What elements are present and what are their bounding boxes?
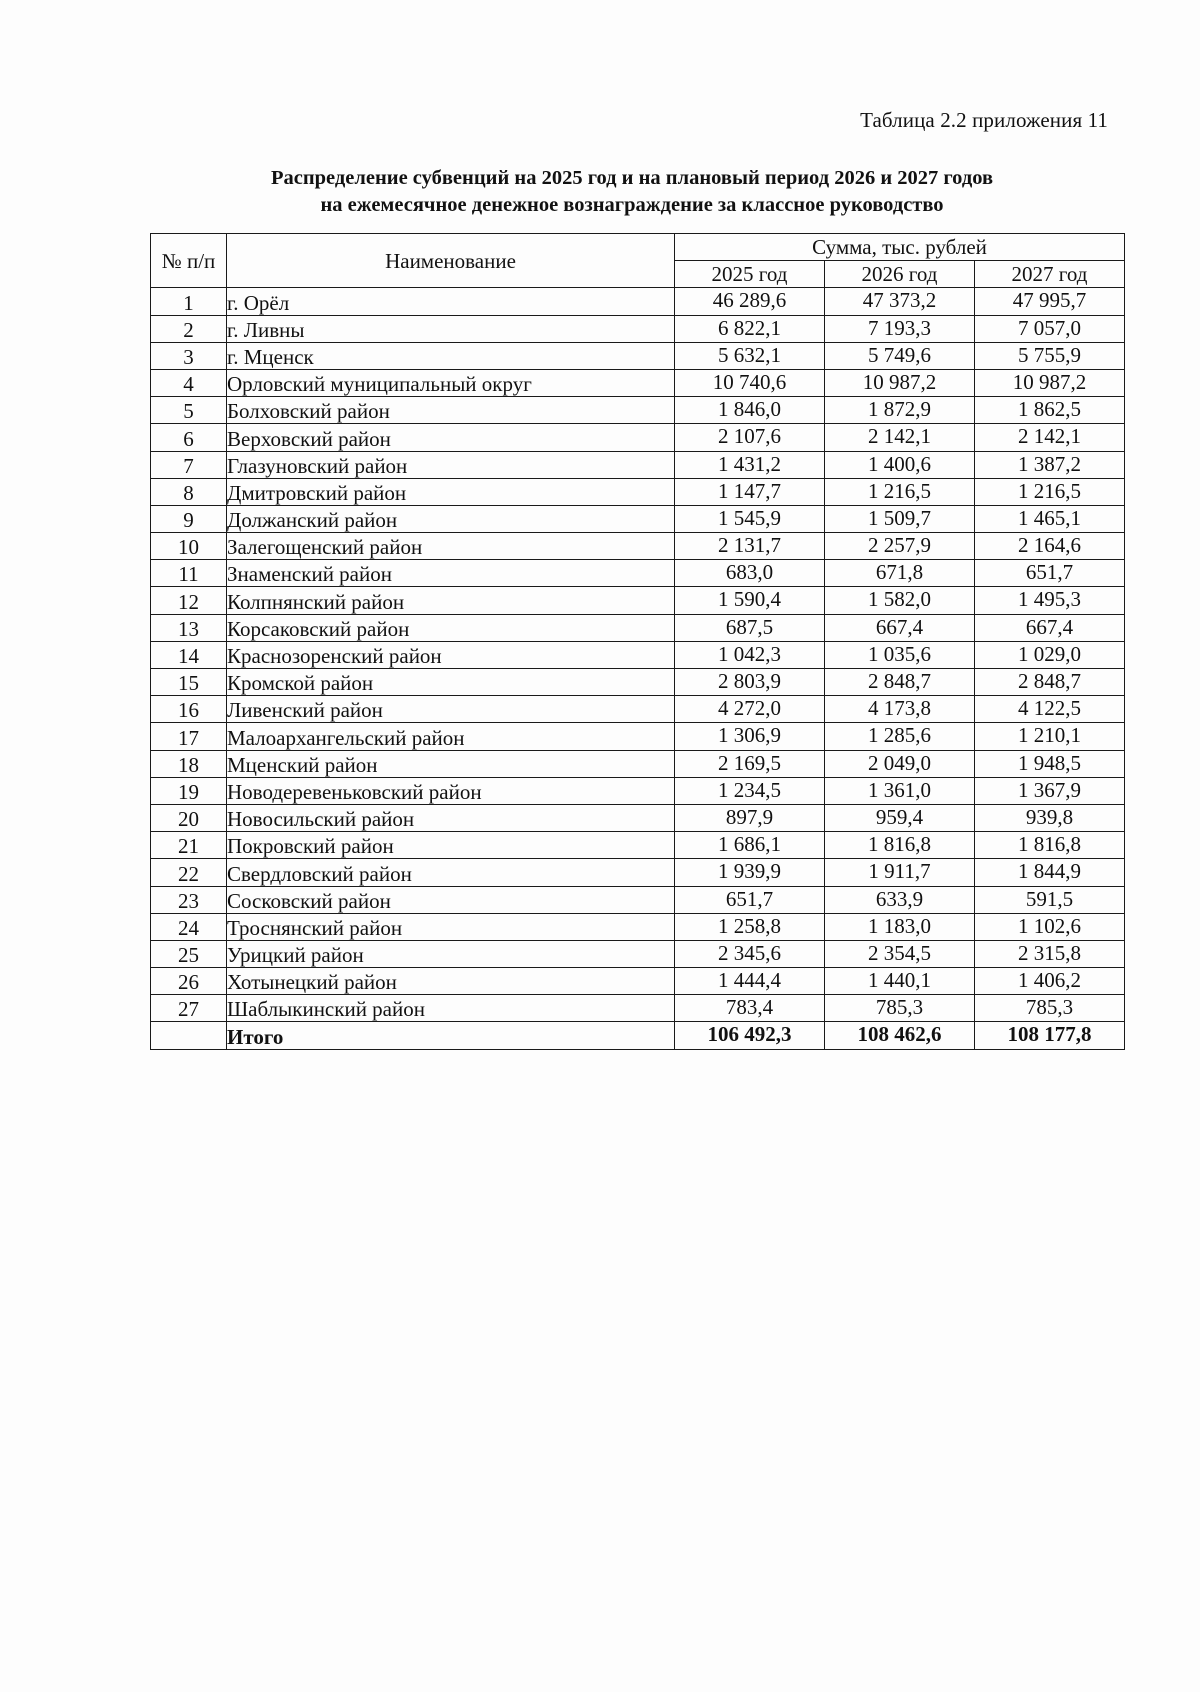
table-row	[151, 886, 1125, 913]
row-value-2027: 1 465,1	[975, 505, 1125, 532]
row-name: Шаблыкинский район	[227, 995, 675, 1022]
table-row	[151, 859, 1125, 886]
row-value-2027: 1 816,8	[975, 832, 1125, 859]
row-value-2025: 1 939,9	[675, 859, 825, 886]
row-value-2025: 683,0	[675, 560, 825, 587]
row-value-2027: 4 122,5	[975, 696, 1125, 723]
row-number: 18	[151, 750, 227, 777]
row-value-2025: 10 740,6	[675, 369, 825, 396]
table-row	[151, 315, 1125, 342]
row-name: Колпнянский район	[227, 587, 675, 614]
row-number: 14	[151, 641, 227, 668]
row-value-2025: 1 686,1	[675, 832, 825, 859]
row-value-2025: 1 258,8	[675, 913, 825, 940]
total-number	[151, 1022, 227, 1049]
row-value-2027: 1 029,0	[975, 641, 1125, 668]
header-year-2027: 2027 год	[975, 261, 1125, 288]
row-number: 13	[151, 614, 227, 641]
row-value-2025: 1 846,0	[675, 397, 825, 424]
row-name: Орловский муниципальный округ	[227, 369, 675, 396]
row-value-2027: 2 848,7	[975, 669, 1125, 696]
row-value-2025: 2 345,6	[675, 940, 825, 967]
row-value-2027: 1 844,9	[975, 859, 1125, 886]
row-value-2027: 1 102,6	[975, 913, 1125, 940]
row-value-2027: 10 987,2	[975, 369, 1125, 396]
row-name: Мценский район	[227, 750, 675, 777]
row-name: Глазуновский район	[227, 451, 675, 478]
row-value-2027: 1 216,5	[975, 478, 1125, 505]
table-row	[151, 451, 1125, 478]
row-name: г. Мценск	[227, 342, 675, 369]
table-reference: Таблица 2.2 приложения 11	[860, 108, 1108, 132]
row-value-2026: 1 361,0	[825, 777, 975, 804]
row-name: Покровский район	[227, 832, 675, 859]
row-number: 7	[151, 451, 227, 478]
table-row	[151, 533, 1125, 560]
row-value-2027: 1 387,2	[975, 451, 1125, 478]
row-value-2025: 2 803,9	[675, 669, 825, 696]
row-value-2027: 1 367,9	[975, 777, 1125, 804]
row-value-2027: 2 142,1	[975, 424, 1125, 451]
row-value-2026: 1 582,0	[825, 587, 975, 614]
row-name: Ливенский район	[227, 696, 675, 723]
table-row	[151, 832, 1125, 859]
row-value-2026: 1 035,6	[825, 641, 975, 668]
table-row	[151, 804, 1125, 831]
row-value-2026: 1 816,8	[825, 832, 975, 859]
row-value-2027: 1 862,5	[975, 397, 1125, 424]
row-number: 16	[151, 696, 227, 723]
table-row	[151, 777, 1125, 804]
row-value-2026: 2 142,1	[825, 424, 975, 451]
row-number: 6	[151, 424, 227, 451]
row-value-2027: 591,5	[975, 886, 1125, 913]
row-value-2025: 2 107,6	[675, 424, 825, 451]
row-value-2025: 2 131,7	[675, 533, 825, 560]
row-value-2025: 4 272,0	[675, 696, 825, 723]
row-number: 15	[151, 669, 227, 696]
row-value-2025: 783,4	[675, 995, 825, 1022]
row-name: Должанский район	[227, 505, 675, 532]
row-value-2026: 2 257,9	[825, 533, 975, 560]
row-value-2025: 2 169,5	[675, 750, 825, 777]
table-body	[151, 288, 1125, 1049]
row-number: 11	[151, 560, 227, 587]
row-value-2026: 1 183,0	[825, 913, 975, 940]
row-value-2026: 1 872,9	[825, 397, 975, 424]
row-value-2025: 687,5	[675, 614, 825, 641]
row-number: 21	[151, 832, 227, 859]
row-name: Кромской район	[227, 669, 675, 696]
total-value-2026: 108 462,6	[825, 1022, 975, 1049]
row-name: Верховский район	[227, 424, 675, 451]
row-value-2027: 5 755,9	[975, 342, 1125, 369]
row-value-2027: 1 406,2	[975, 968, 1125, 995]
row-number: 26	[151, 968, 227, 995]
row-value-2026: 633,9	[825, 886, 975, 913]
row-value-2026: 5 749,6	[825, 342, 975, 369]
table-row	[151, 940, 1125, 967]
row-value-2027: 2 315,8	[975, 940, 1125, 967]
row-value-2025: 1 590,4	[675, 587, 825, 614]
row-name: Новодеревеньковский район	[227, 777, 675, 804]
row-value-2026: 4 173,8	[825, 696, 975, 723]
table-row	[151, 560, 1125, 587]
table-row	[151, 995, 1125, 1022]
row-number: 10	[151, 533, 227, 560]
table-row	[151, 478, 1125, 505]
table-row	[151, 968, 1125, 995]
row-name: Знаменский район	[227, 560, 675, 587]
row-value-2026: 667,4	[825, 614, 975, 641]
row-name: г. Ливны	[227, 315, 675, 342]
row-value-2027: 1 210,1	[975, 723, 1125, 750]
total-value-2027: 108 177,8	[975, 1022, 1125, 1049]
row-name: Сосковский район	[227, 886, 675, 913]
header-year-2026: 2026 год	[825, 261, 975, 288]
row-number: 24	[151, 913, 227, 940]
row-value-2025: 897,9	[675, 804, 825, 831]
row-value-2026: 2 354,5	[825, 940, 975, 967]
row-value-2025: 1 431,2	[675, 451, 825, 478]
row-value-2026: 2 049,0	[825, 750, 975, 777]
row-value-2026: 671,8	[825, 560, 975, 587]
row-value-2025: 1 234,5	[675, 777, 825, 804]
row-name: Краснозоренский район	[227, 641, 675, 668]
table-row	[151, 669, 1125, 696]
row-name: Малоархангельский район	[227, 723, 675, 750]
total-value-2025: 106 492,3	[675, 1022, 825, 1049]
row-name: Троснянский район	[227, 913, 675, 940]
row-value-2026: 10 987,2	[825, 369, 975, 396]
table-row	[151, 913, 1125, 940]
row-value-2027: 2 164,6	[975, 533, 1125, 560]
row-number: 20	[151, 804, 227, 831]
table-row	[151, 342, 1125, 369]
subsidy-table	[150, 233, 1125, 1050]
row-value-2027: 667,4	[975, 614, 1125, 641]
row-value-2025: 1 306,9	[675, 723, 825, 750]
row-number: 12	[151, 587, 227, 614]
row-value-2025: 1 042,3	[675, 641, 825, 668]
row-name: Залегощенский район	[227, 533, 675, 560]
table-row	[151, 587, 1125, 614]
row-name: Болховский район	[227, 397, 675, 424]
row-number: 8	[151, 478, 227, 505]
row-number: 23	[151, 886, 227, 913]
row-value-2025: 1 545,9	[675, 505, 825, 532]
row-value-2027: 1 948,5	[975, 750, 1125, 777]
row-name: г. Орёл	[227, 288, 675, 315]
row-name: Корсаковский район	[227, 614, 675, 641]
row-value-2025: 6 822,1	[675, 315, 825, 342]
row-value-2027: 785,3	[975, 995, 1125, 1022]
table-row	[151, 723, 1125, 750]
row-value-2026: 1 509,7	[825, 505, 975, 532]
row-value-2026: 1 400,6	[825, 451, 975, 478]
row-value-2026: 1 216,5	[825, 478, 975, 505]
row-value-2026: 785,3	[825, 995, 975, 1022]
table-header	[151, 234, 1125, 288]
row-value-2026: 959,4	[825, 804, 975, 831]
header-num: № п/п	[151, 234, 227, 288]
row-value-2026: 47 373,2	[825, 288, 975, 315]
row-name: Новосильский район	[227, 804, 675, 831]
header-name: Наименование	[227, 234, 675, 288]
row-number: 5	[151, 397, 227, 424]
row-value-2027: 651,7	[975, 560, 1125, 587]
row-value-2027: 7 057,0	[975, 315, 1125, 342]
row-number: 17	[151, 723, 227, 750]
row-value-2026: 1 440,1	[825, 968, 975, 995]
table-row	[151, 424, 1125, 451]
table-row	[151, 288, 1125, 315]
row-name: Урицкий район	[227, 940, 675, 967]
row-value-2026: 2 848,7	[825, 669, 975, 696]
row-name: Дмитровский район	[227, 478, 675, 505]
table-row	[151, 696, 1125, 723]
row-value-2025: 651,7	[675, 886, 825, 913]
row-number: 27	[151, 995, 227, 1022]
table-row	[151, 369, 1125, 396]
row-value-2026: 1 911,7	[825, 859, 975, 886]
total-name: Итого	[227, 1022, 675, 1049]
row-value-2026: 1 285,6	[825, 723, 975, 750]
table-row	[151, 397, 1125, 424]
row-number: 22	[151, 859, 227, 886]
document-title-line-1: Распределение субвенций на 2025 год и на плановый период 2026 и 2027 годов	[270, 167, 994, 189]
row-number: 2	[151, 315, 227, 342]
row-number: 3	[151, 342, 227, 369]
table-row	[151, 750, 1125, 777]
row-number: 1	[151, 288, 227, 315]
row-value-2025: 1 147,7	[675, 478, 825, 505]
row-value-2027: 1 495,3	[975, 587, 1125, 614]
row-name: Свердловский район	[227, 859, 675, 886]
row-number: 4	[151, 369, 227, 396]
table-row	[151, 614, 1125, 641]
row-value-2027: 47 995,7	[975, 288, 1125, 315]
row-number: 19	[151, 777, 227, 804]
row-value-2026: 7 193,3	[825, 315, 975, 342]
row-value-2027: 939,8	[975, 804, 1125, 831]
row-name: Хотынецкий район	[227, 968, 675, 995]
document-title-line-2: на ежемесячное денежное вознаграждение за классное руководство	[320, 194, 944, 216]
header-year-2025: 2025 год	[675, 261, 825, 288]
table-row	[151, 505, 1125, 532]
row-value-2025: 46 289,6	[675, 288, 825, 315]
header-sum: Сумма, тыс. рублей	[675, 234, 1125, 261]
table-row	[151, 641, 1125, 668]
row-number: 9	[151, 505, 227, 532]
row-number: 25	[151, 940, 227, 967]
row-value-2025: 5 632,1	[675, 342, 825, 369]
table-total-row	[151, 1022, 1125, 1049]
row-value-2025: 1 444,4	[675, 968, 825, 995]
